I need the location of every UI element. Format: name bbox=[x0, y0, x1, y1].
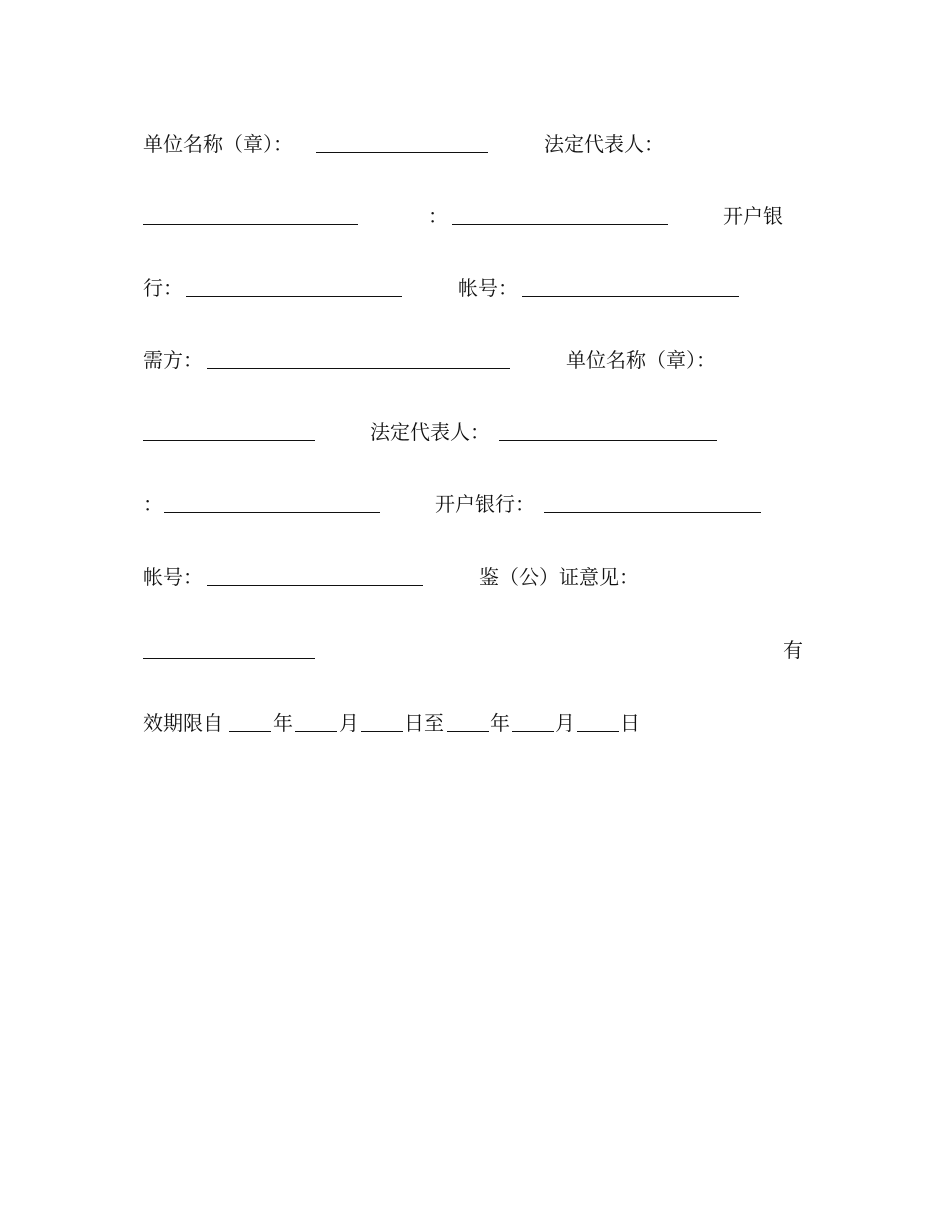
start-day-blank bbox=[361, 731, 403, 732]
buyer-unit-name-label: 单位名称（章）： bbox=[566, 348, 716, 372]
end-year-blank bbox=[447, 731, 489, 732]
buyer-account-label: 帐号： bbox=[143, 565, 203, 589]
supplier-account-label: 帐号： bbox=[458, 276, 518, 300]
notarization-opinion-label: 鉴（公）证意见： bbox=[479, 565, 639, 589]
start-month-blank bbox=[295, 731, 337, 732]
buyer-bank-blank bbox=[544, 512, 761, 513]
notarization-opinion-blank bbox=[143, 658, 315, 659]
end-day-label: 日 bbox=[620, 711, 640, 735]
supplier-agent-blank bbox=[452, 224, 668, 225]
buyer-bank-label: 开户银行： bbox=[435, 492, 535, 516]
buyer-blank bbox=[207, 368, 510, 369]
supplier-bank-label-part1: 开户银 bbox=[723, 204, 783, 228]
buyer-agent-colon: ： bbox=[143, 492, 163, 516]
supplier-unit-name-label: 单位名称（章）： bbox=[143, 132, 293, 156]
end-month-label: 月 bbox=[555, 711, 575, 735]
supplier-unit-name-blank bbox=[316, 152, 488, 153]
start-day-to-label: 日至 bbox=[404, 711, 444, 735]
start-year-blank bbox=[229, 731, 271, 732]
validity-label-part1: 有 bbox=[783, 638, 803, 662]
start-month-label: 月 bbox=[339, 711, 359, 735]
buyer-label: 需方： bbox=[143, 348, 203, 372]
supplier-legal-rep-blank bbox=[143, 224, 358, 225]
buyer-legal-rep-label: 法定代表人： bbox=[370, 420, 490, 444]
buyer-unit-name-blank bbox=[143, 440, 315, 441]
buyer-account-blank bbox=[207, 585, 423, 586]
end-month-blank bbox=[512, 731, 554, 732]
buyer-agent-blank bbox=[164, 512, 380, 513]
end-year-label: 年 bbox=[490, 711, 510, 735]
supplier-account-blank bbox=[522, 296, 739, 297]
supplier-bank-label-part2: 行： bbox=[143, 276, 183, 300]
supplier-bank-blank bbox=[186, 296, 402, 297]
supplier-agent-colon: ： bbox=[428, 204, 448, 228]
end-day-blank bbox=[577, 731, 619, 732]
start-year-label: 年 bbox=[273, 711, 293, 735]
buyer-legal-rep-blank bbox=[499, 440, 717, 441]
validity-label-part2: 效期限自 bbox=[143, 711, 223, 735]
supplier-legal-rep-label: 法定代表人： bbox=[544, 132, 664, 156]
